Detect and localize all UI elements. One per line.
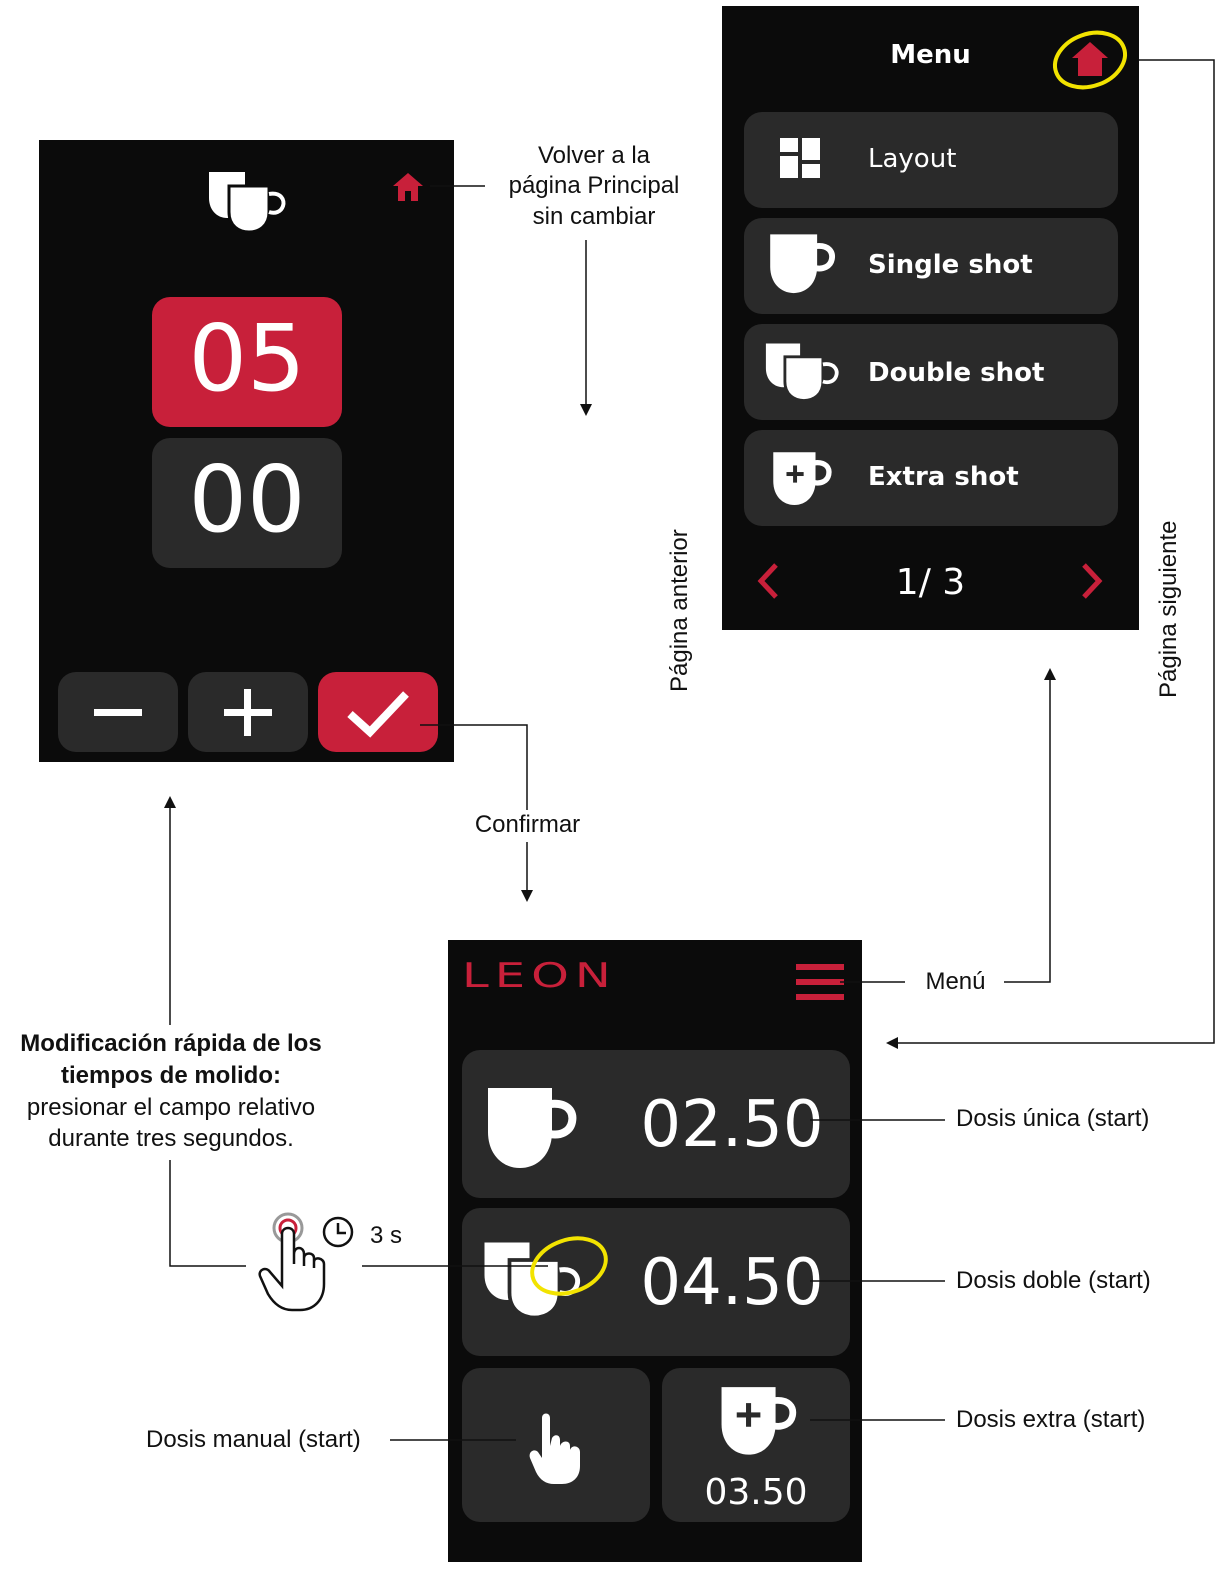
page-indicator: 1/ 3 (895, 562, 966, 603)
confirm-label: Confirmar (474, 811, 581, 838)
double-dose-value: 04.50 (640, 1246, 824, 1320)
brand-logo: LEON (462, 956, 617, 996)
home-note-line2: página Principal (508, 172, 680, 199)
quick-title-line2: tiempos de molido: (60, 1062, 281, 1089)
menu-item-label: Single shot (868, 250, 1033, 280)
minutes-value: 05 (188, 305, 306, 412)
single-dose-value: 02.50 (640, 1088, 824, 1162)
menu-label: Menú (925, 968, 986, 995)
extra-dose-label: Dosis extra (start) (956, 1406, 1146, 1433)
home-note-line1: Volver a la (537, 142, 651, 169)
quick-title-line1: Modificación rápida de los (20, 1030, 322, 1057)
manual-dose-label: Dosis manual (start) (146, 1426, 361, 1453)
extra-dose-value: 03.50 (704, 1472, 808, 1513)
prev-page-label: Página anterior (666, 529, 693, 692)
menu-item-label: Layout (868, 144, 957, 174)
single-dose-label: Dosis única (start) (956, 1105, 1150, 1132)
quick-body-line2: durante tres segundos. (48, 1125, 294, 1152)
double-dose-label: Dosis doble (start) (956, 1267, 1151, 1294)
quick-body-line1: presionar el campo relativo (26, 1094, 316, 1121)
menu-item-label: Double shot (868, 358, 1045, 388)
menu-title: Menu (890, 40, 971, 70)
seconds-value: 00 (188, 446, 306, 553)
next-page-label: Página siguiente (1155, 520, 1182, 698)
press-time-label: 3 s (370, 1222, 403, 1249)
menu-item-label: Extra shot (868, 462, 1019, 492)
home-note-line3: sin cambiar (532, 203, 656, 230)
touch-hold-icon (252, 1206, 362, 1316)
